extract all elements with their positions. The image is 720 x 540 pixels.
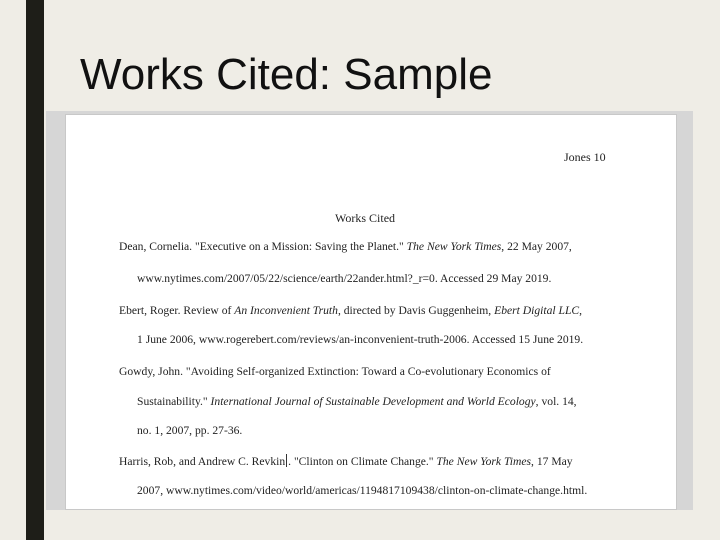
citation-gowdy-line2: Sustainability." International Journal of Sustainable Development and World Ecology, vol. 14, bbox=[137, 395, 577, 408]
citation-harris-line1: Harris, Rob, and Andrew C. Revkin . "Clinton on Climate Change." The New York Times, 17 May bbox=[119, 455, 573, 468]
citation-dean-line2: www.nytimes.com/2007/05/22/science/earth/22ander.html?_r=0. Accessed 29 May 2019. bbox=[137, 272, 552, 285]
citation-ebert-line2: 1 June 2006, www.rogerebert.com/reviews/an-inconvenient-truth-2006. Accessed 15 June 2019. bbox=[137, 333, 584, 346]
works-cited-heading: Works Cited bbox=[334, 211, 396, 225]
left-accent-bar bbox=[26, 0, 44, 540]
citation-gowdy-line3: no. 1, 2007, pp. 27-36. bbox=[137, 424, 243, 437]
slide-title: Works Cited: Sample bbox=[80, 50, 493, 99]
document-page bbox=[65, 114, 677, 510]
page-header: Jones 10 bbox=[564, 150, 606, 164]
citation-ebert-line1: Ebert, Roger. Review of An Inconvenient Truth, directed by Davis Guggenheim, Ebert Digital LLC, bbox=[119, 304, 583, 317]
citation-dean-line1: Dean, Cornelia. "Executive on a Mission: Saving the Planet." The New York Times, 22 May 2007, bbox=[119, 240, 572, 253]
citation-gowdy-line1: Gowdy, John. "Avoiding Self-organized Extinction: Toward a Co-evolutionary Economics of bbox=[119, 365, 551, 378]
text-cursor bbox=[286, 454, 287, 467]
citation-harris-line2: 2007, www.nytimes.com/video/world/americas/1194817109438/clinton-on-climate-change.html. bbox=[137, 484, 588, 497]
